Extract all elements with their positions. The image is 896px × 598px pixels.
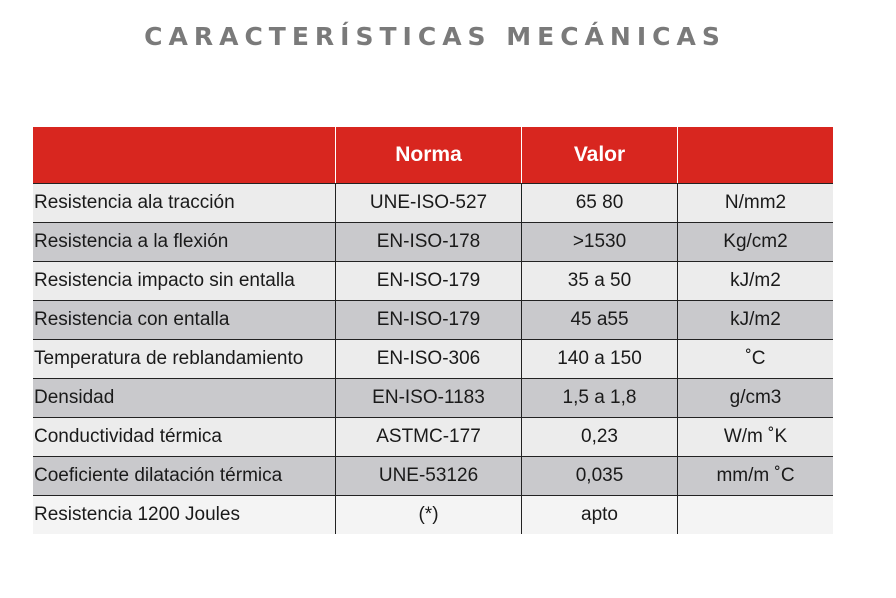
unit-cell	[678, 496, 833, 534]
property-cell: Temperatura de reblandamiento	[33, 340, 336, 378]
table-row	[33, 417, 833, 456]
property-cell: Densidad	[33, 379, 336, 417]
table-row	[33, 183, 833, 222]
table-row	[33, 222, 833, 261]
norma-cell: EN-ISO-179	[336, 301, 522, 339]
valor-cell: apto	[522, 496, 678, 534]
table-row	[33, 300, 833, 339]
property-cell: Coeficiente dilatación térmica	[33, 457, 336, 495]
norma-cell: ASTMC-177	[336, 418, 522, 456]
property-cell: Resistencia 1200 Joules	[33, 496, 336, 534]
valor-cell: >1530	[522, 223, 678, 261]
valor-cell: 1,5 a 1,8	[522, 379, 678, 417]
property-cell: Resistencia a la flexión	[33, 223, 336, 261]
unit-cell: kJ/m2	[730, 309, 781, 330]
norma-cell: UNE-ISO-527	[336, 184, 522, 222]
valor-cell: 0,23	[522, 418, 678, 456]
table-header-row	[33, 127, 833, 183]
table-row	[33, 495, 833, 534]
norma-cell: EN-ISO-1183	[336, 379, 522, 417]
valor-cell: 65 80	[522, 184, 678, 222]
norma-cell: EN-ISO-178	[336, 223, 522, 261]
header-unit	[678, 127, 833, 183]
norma-cell: UNE-53126	[336, 457, 522, 495]
table-row	[33, 378, 833, 417]
header-property	[33, 127, 336, 183]
header-norma: Norma	[336, 127, 522, 183]
table-row	[33, 456, 833, 495]
unit-cell: Kg/cm2	[723, 231, 788, 252]
unit-cell: ˚C	[745, 348, 766, 369]
mechanical-properties-table	[33, 127, 833, 534]
unit-cell: mm/m ˚C	[716, 465, 795, 486]
unit-cell: N/mm2	[724, 192, 787, 213]
table-row	[33, 339, 833, 378]
valor-cell: 45 a55	[522, 301, 678, 339]
property-cell: Resistencia impacto sin entalla	[33, 262, 336, 300]
property-cell: Conductividad térmica	[33, 418, 336, 456]
property-cell: Resistencia ala tracción	[33, 184, 336, 222]
unit-cell: g/cm3	[729, 387, 782, 408]
table-row	[33, 261, 833, 300]
norma-cell: (*)	[336, 496, 522, 534]
norma-cell: EN-ISO-306	[336, 340, 522, 378]
valor-cell: 0,035	[522, 457, 678, 495]
valor-cell: 140 a 150	[522, 340, 678, 378]
header-valor: Valor	[522, 127, 678, 183]
unit-cell: kJ/m2	[730, 270, 781, 291]
valor-cell: 35 a 50	[522, 262, 678, 300]
unit-cell: W/m ˚K	[723, 426, 788, 447]
norma-cell: EN-ISO-179	[336, 262, 522, 300]
page-title: CARACTERÍSTICAS MECÁNICAS	[144, 22, 726, 51]
property-cell: Resistencia con entalla	[33, 301, 336, 339]
